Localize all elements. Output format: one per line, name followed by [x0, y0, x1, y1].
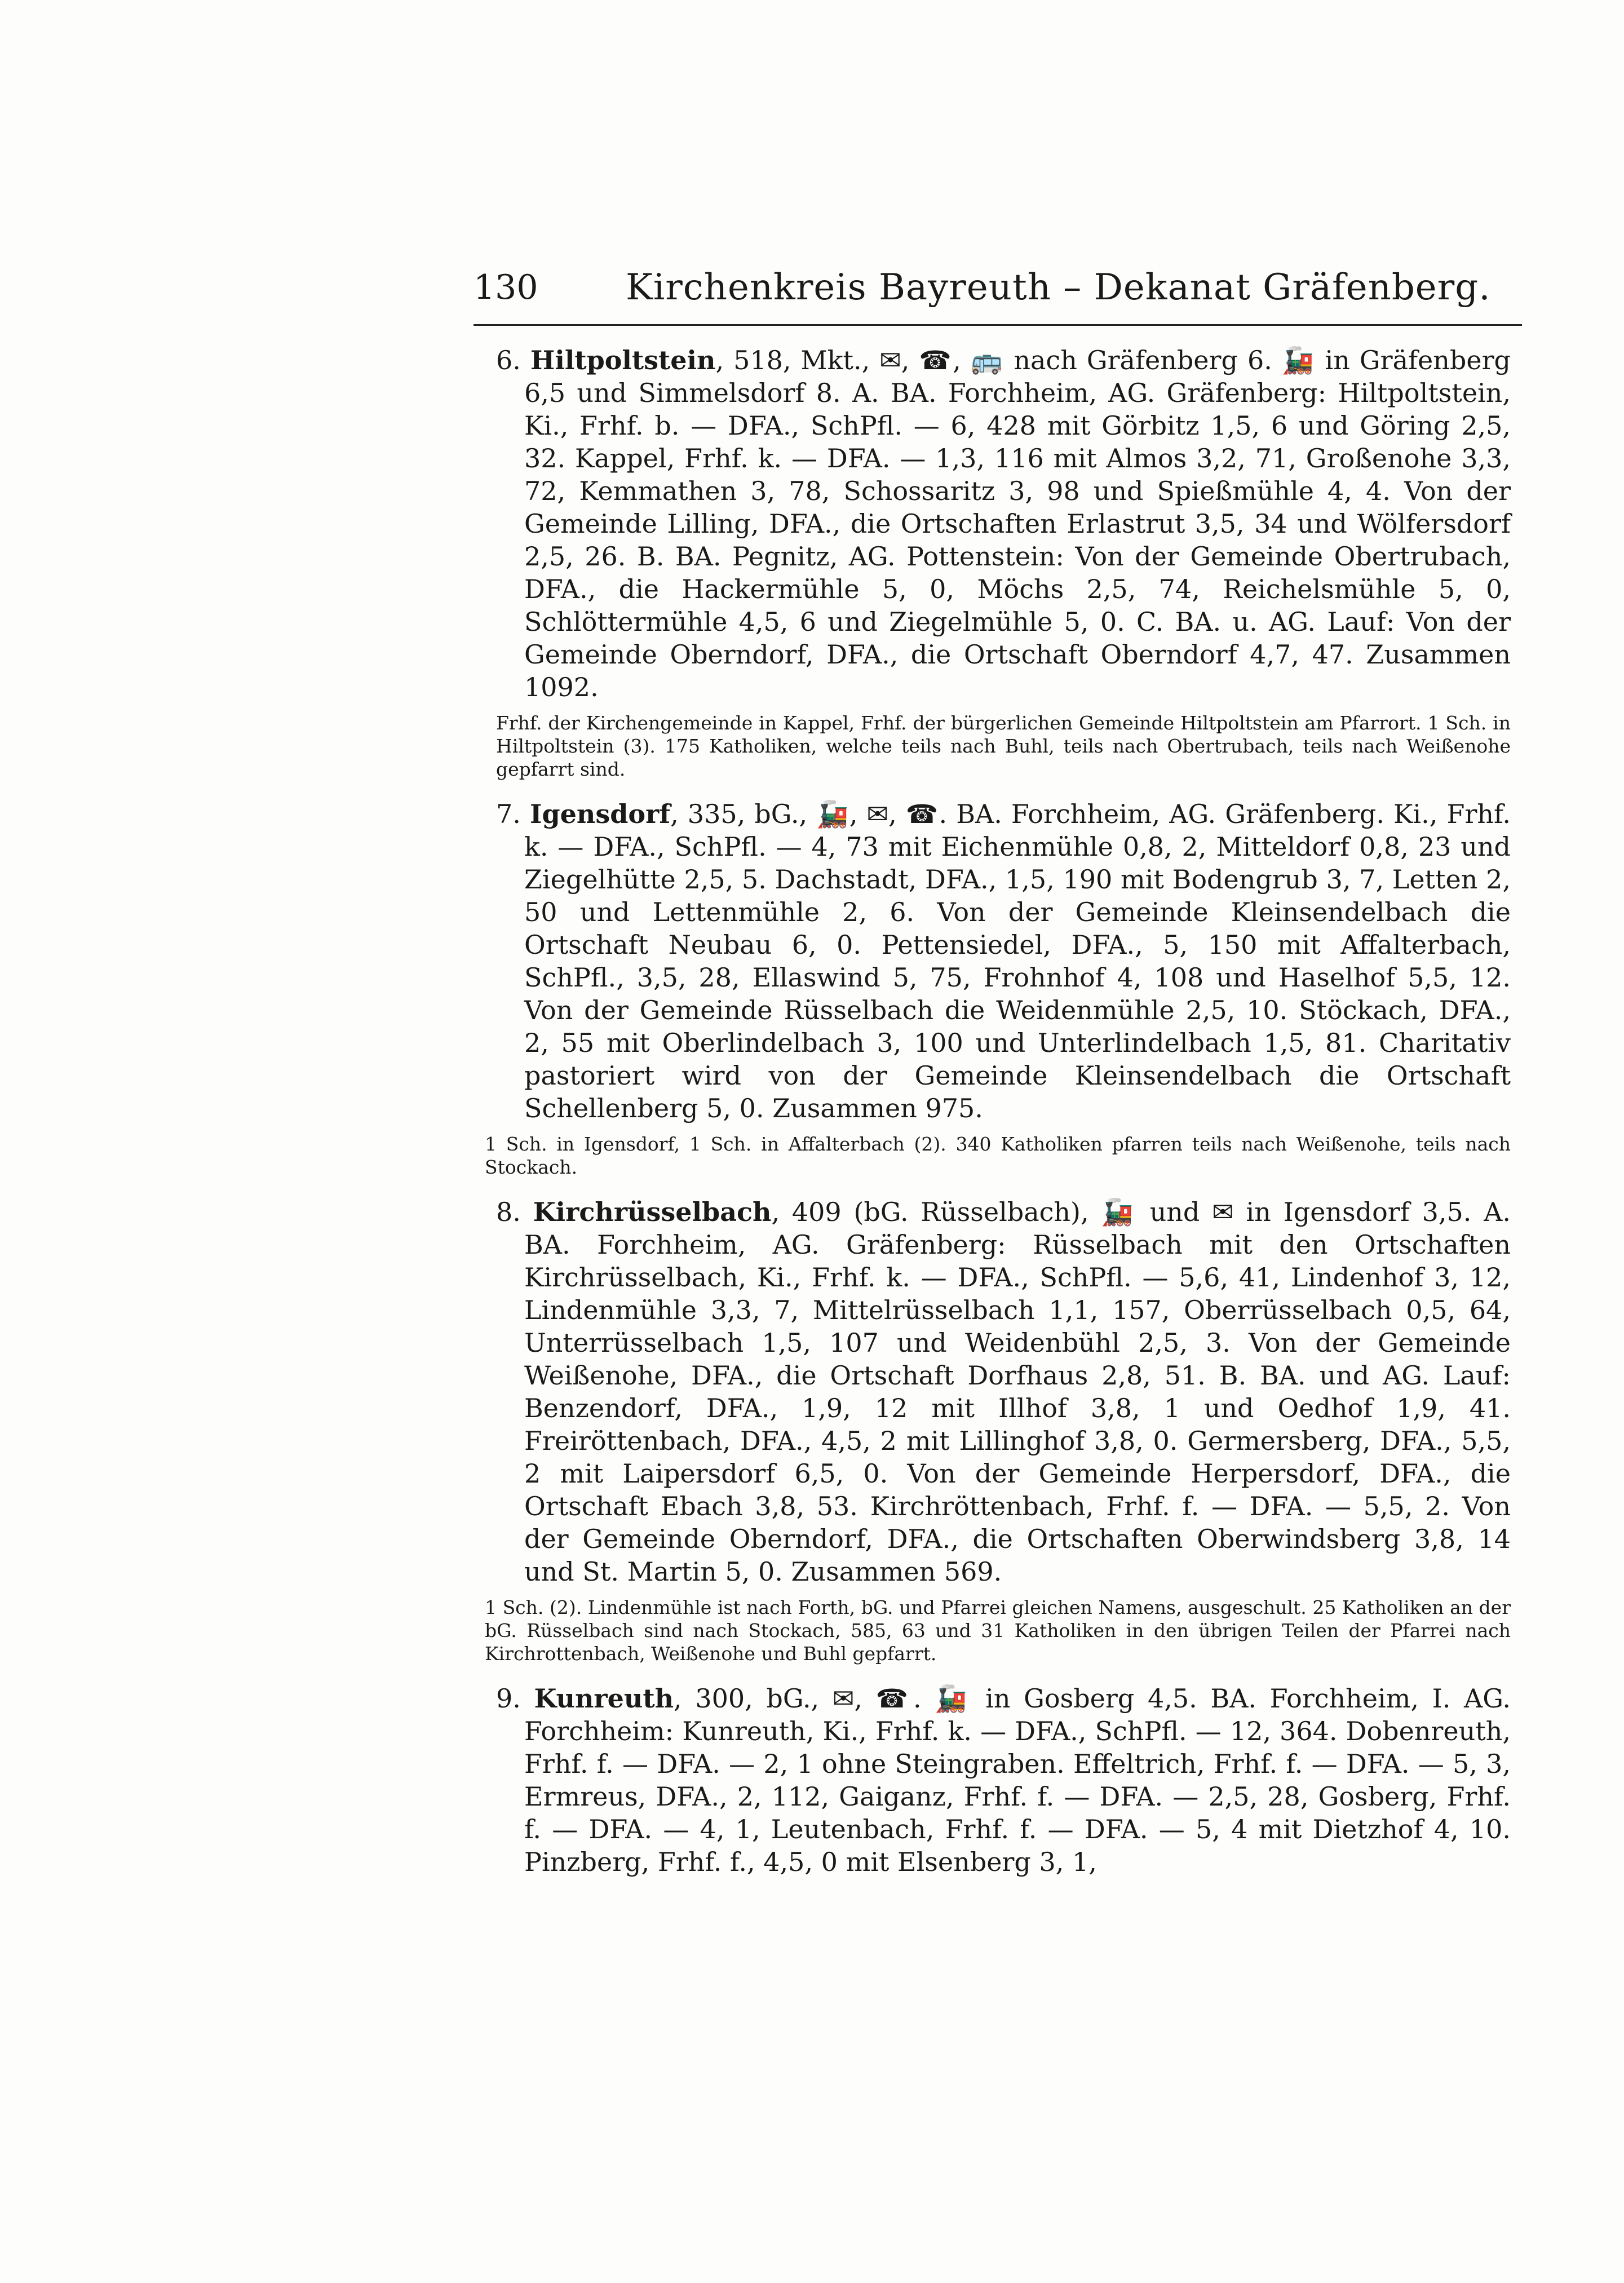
- entry-igensdorf: [496, 798, 1511, 1125]
- entry-kunreuth: [496, 1682, 1511, 1878]
- entry-place-name: Igensdorf: [529, 799, 671, 829]
- entry-place-name: Kirchrüsselbach: [533, 1197, 772, 1227]
- entry-footnote: 1 Sch. in Igensdorf, 1 Sch. in Affalterbach (2). 340 Katholiken pfarren teils nach Weißenohe, teils nach Stockach.: [485, 1133, 1511, 1178]
- running-title: Kirchenkreis Bayreuth – Dekanat Gräfenberg.: [626, 267, 1491, 308]
- entry-number: 6.: [496, 345, 521, 375]
- entry-number: 7.: [496, 799, 521, 829]
- entry-kirchruesselbach: [496, 1196, 1511, 1588]
- entry-text: , 409 (bG. Rüsselbach), 🚂 und ✉ in Igensdorf 3,5. A. BA. Forchheim, AG. Gräfenberg: Rüsselbach mit den Ortschaften Kirchrüsselbach, Ki., Frhf. k. — DFA., SchPfl. — 5,6, 41, Lindenhof 3, 12, Lindenmühle 3,3, 7, Mittelrüsselbach 1,1, 157, Oberrüsselbach 0,5, 64, Unterrüsselbach 1,5, 107 und Weidenbühl 2,5, 3. Von der Gemeinde Weißenohe, DFA., die Ortschaft Dorfhaus 2,8, 51. B. BA. und AG. Lauf: Benzendorf, DFA., 1,9, 12 mit Illhof 3,8, 1 und Oedhof 1,9, 41. Freiröttenbach, DFA., 4,5, 2 mit Lillinghof 3,8, 0. Germersberg, DFA., 5,5, 2 mit Laipersdorf 6,5, 0. Von der Gemeinde Herpersdorf, DFA., die Ortschaft Ebach 3,8, 53. Kirchröttenbach, Frhf. f. — DFA. — 5,5, 2. Von der Gemeinde Oberndorf, DFA., die Ortschaften Oberwindsberg 3,8, 14 und St. Martin 5, 0. Zusammen 569.: [524, 1197, 1511, 1587]
- entry-footnote: Frhf. der Kirchengemeinde in Kappel, Frhf. der bürgerlichen Gemeinde Hiltpoltstein am Pfarrort. 1 Sch. in Hiltpoltstein (3). 175 Katholiken, welche teils nach Buhl, teils nach Obertrubach, teils nach Weißenohe gepfarrt sind.: [496, 712, 1511, 780]
- page-header: [474, 256, 1522, 324]
- header-rule: [474, 324, 1522, 326]
- page-number: 130: [474, 268, 538, 307]
- entry-text: , 300, bG., ✉, ☎. 🚂 in Gosberg 4,5. BA. Forchheim, I. AG. Forchheim: Kunreuth, Ki., Frhf. k. — DFA., SchPfl. — 12, 364. Dobenreuth, Frhf. f. — DFA. — 2, 1 ohne Steingraben. Effeltrich, Frhf. f. — DFA. — 5, 3, Ermreus, DFA., 2, 112, Gaiganz, Frhf. f. — DFA. — 2,5, 28, Gosberg, Frhf. f. — DFA. — 4, 1, Leutenbach, Frhf. f. — DFA. — 5, 4 mit Dietzhof 4, 10. Pinzberg, Frhf. f., 4,5, 0 mit Elsenberg 3, 1,: [524, 1683, 1511, 1877]
- entry-place-name: Kunreuth: [534, 1683, 674, 1714]
- entry-number: 9.: [496, 1683, 521, 1714]
- entry-hiltpoltstein: [496, 344, 1511, 704]
- page-body: [485, 344, 1511, 1886]
- entry-text: , 335, bG., 🚂, ✉, ☎. BA. Forchheim, AG. Gräfenberg. Ki., Frhf. k. — DFA., SchPfl. — 4, 73 mit Eichenmühle 0,8, 2, Mitteldorf 0,8, 23 und Ziegelhütte 2,5, 5. Dachstadt, DFA., 1,5, 190 mit Bodengrub 3, 7, Letten 2, 50 und Lettenmühle 2, 6. Von der Gemeinde Kleinsendelbach die Ortschaft Neubau 6, 0. Pettensiedel, DFA., 5, 150 mit Affalterbach, SchPfl., 3,5, 28, Ellaswind 5, 75, Frohnhof 4, 108 und Haselhof 5,5, 12. Von der Gemeinde Rüsselbach die Weidenmühle 2,5, 10. Stöckach, DFA., 2, 55 mit Oberlindelbach 3, 100 und Unterlindelbach 1,5, 81. Charitativ pastoriert wird von der Gemeinde Kleinsendelbach die Ortschaft Schellenberg 5, 0. Zusammen 975.: [524, 799, 1511, 1123]
- entry-number: 8.: [496, 1197, 521, 1227]
- entry-footnote: 1 Sch. (2). Lindenmühle ist nach Forth, bG. und Pfarrei gleichen Namens, ausgeschult. 25 Katholiken an der bG. Rüsselbach sind nach Stockach, 585, 63 und 31 Katholiken in den übrigen Teilen der Pfarrei nach Kirchrottenbach, Weißenohe und Buhl gepfarrt.: [485, 1596, 1511, 1665]
- entry-text: , 518, Mkt., ✉, ☎, 🚌 nach Gräfenberg 6. 🚂 in Gräfenberg 6,5 und Simmelsdorf 8. A. BA. Forchheim, AG. Gräfenberg: Hiltpoltstein, Ki., Frhf. b. — DFA., SchPfl. — 6, 428 mit Görbitz 1,5, 6 und Göring 2,5, 32. Kappel, Frhf. k. — DFA. — 1,3, 116 mit Almos 3,2, 71, Großenohe 3,3, 72, Kemmathen 3, 78, Schossaritz 3, 98 und Spießmühle 4, 4. Von der Gemeinde Lilling, DFA., die Ortschaften Erlastrut 3,5, 34 und Wölfersdorf 2,5, 26. B. BA. Pegnitz, AG. Pottenstein: Von der Gemeinde Obertrubach, DFA., die Hackermühle 5, 0, Möchs 2,5, 74, Reichelsmühle 5, 0, Schlöttermühle 4,5, 6 und Ziegelmühle 5, 0. C. BA. u. AG. Lauf: Von der Gemeinde Oberndorf, DFA., die Ortschaft Oberndorf 4,7, 47. Zusammen 1092.: [524, 345, 1511, 702]
- entry-place-name: Hiltpoltstein: [530, 345, 716, 375]
